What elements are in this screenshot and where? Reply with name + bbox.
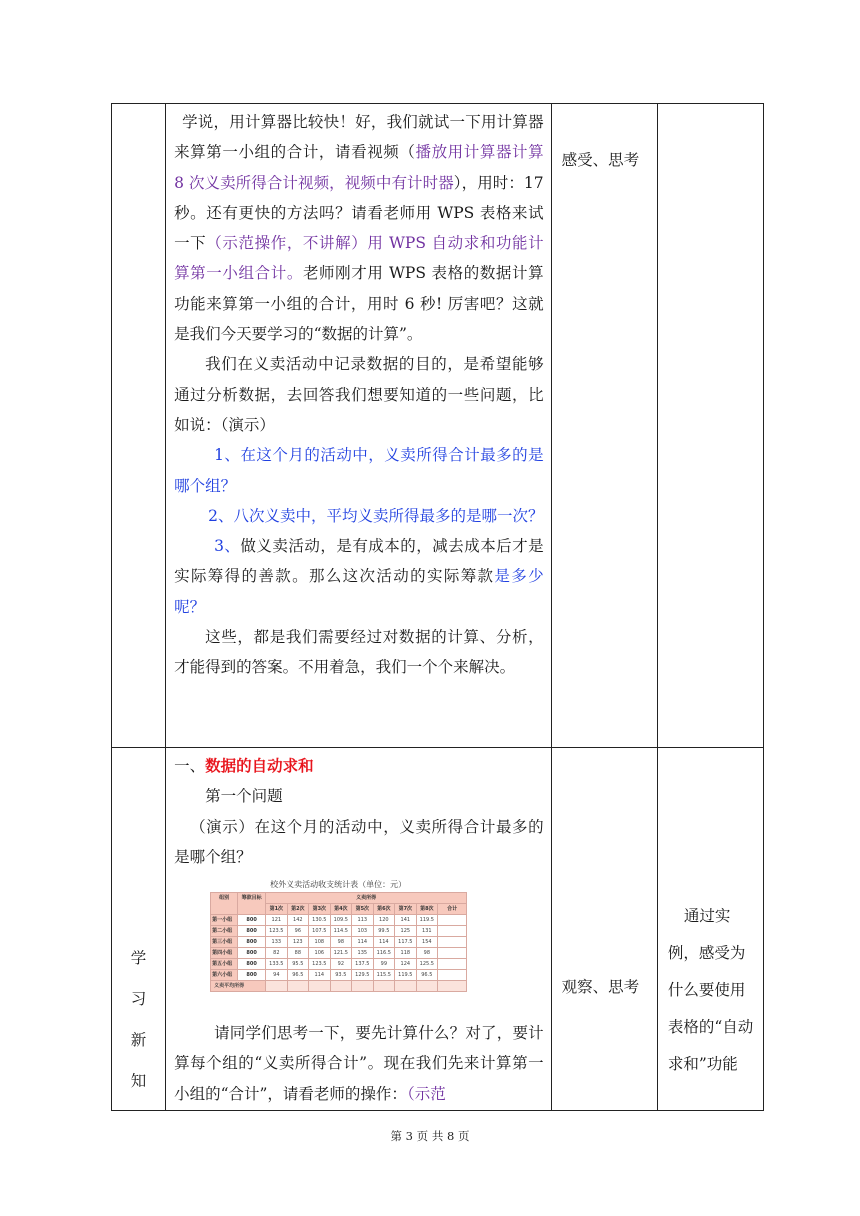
stage-label xyxy=(112,748,165,1102)
spreadsheet-title: 校外义卖活动收支统计表（单位：元） xyxy=(270,880,407,890)
sales-value: 123 xyxy=(287,937,309,948)
student-activity-cell xyxy=(551,748,657,1111)
sales-value: 116.5 xyxy=(373,948,395,959)
table-row xyxy=(211,915,467,926)
average-cell xyxy=(287,981,309,992)
text-run: 请同学们思考一下，要先计算什么？对了，要计算每个组的“义卖所得合计”。现在我们先来计算第一小组的“合计”，请看老师的操作： xyxy=(174,1024,544,1103)
group-label: 第二小组 xyxy=(211,926,238,937)
after-table-text xyxy=(166,1018,551,1109)
spreadsheet-image xyxy=(210,877,466,1012)
group-label: 第六小组 xyxy=(211,970,238,981)
design-intent-cell xyxy=(657,104,763,748)
table-row xyxy=(112,104,764,748)
sales-value: 119.5 xyxy=(416,915,438,926)
sales-value: 114 xyxy=(373,937,395,948)
paragraph xyxy=(174,501,544,531)
table-row xyxy=(211,970,467,981)
design-intent: 通过实例，感受为什么要使用表格的“自动求和”功能 xyxy=(667,907,754,1073)
col-header-time: 第6次 xyxy=(373,904,395,915)
sales-value: 95.5 xyxy=(287,959,309,970)
average-cell xyxy=(330,981,352,992)
average-label: 义卖平均所得 xyxy=(211,981,266,992)
sales-value: 106 xyxy=(309,948,331,959)
text-run: 学说，用计算器比较快！好，我们就试一下用计算器来算第一小组的合计，请看视频（ xyxy=(174,113,544,162)
text-run: 2、八次义卖中， xyxy=(208,506,327,525)
student-activity: 感受、思考 xyxy=(561,151,640,169)
sales-value: 96 xyxy=(287,926,309,937)
sales-value: 154 xyxy=(416,937,438,948)
text-run: 做义卖活动，是有成本的，减去成本后才是实际筹得的善款。那么这次活动的实际筹款 xyxy=(174,537,544,586)
text-run: 平均义卖所得最多的是哪一次？ xyxy=(326,506,544,525)
stage-char: 新 xyxy=(130,1031,147,1049)
design-intent-cell xyxy=(657,748,763,1111)
total-cell xyxy=(438,948,467,959)
average-cell xyxy=(416,981,438,992)
sales-value: 125.5 xyxy=(416,959,438,970)
paragraph xyxy=(174,107,544,349)
sales-value: 124 xyxy=(395,959,417,970)
budget-value: 800 xyxy=(238,959,266,970)
sales-value: 96.5 xyxy=(416,970,438,981)
sales-value: 103 xyxy=(352,926,374,937)
sales-value: 88 xyxy=(287,948,309,959)
sales-value: 113 xyxy=(352,915,374,926)
sales-value: 135 xyxy=(352,948,374,959)
sales-value: 123.5 xyxy=(309,959,331,970)
paragraph xyxy=(174,1018,544,1109)
sales-value: 121 xyxy=(266,915,288,926)
text-run: 义卖所得合计最多的是哪个组？ xyxy=(174,446,544,495)
sales-value: 96.5 xyxy=(287,970,309,981)
table-row xyxy=(211,948,467,959)
paragraph xyxy=(174,440,544,501)
col-header-time: 第1次 xyxy=(266,904,288,915)
sales-value: 117.5 xyxy=(395,937,417,948)
sales-value: 131 xyxy=(416,926,438,937)
stage-char: 习 xyxy=(130,990,147,1008)
sales-value: 133 xyxy=(266,937,288,948)
average-cell xyxy=(266,981,288,992)
group-label: 第五小组 xyxy=(211,959,238,970)
sales-value: 137.5 xyxy=(352,959,374,970)
budget-value: 800 xyxy=(238,926,266,937)
page-footer: 第 3 页 共 8 页 xyxy=(390,1129,470,1143)
teacher-activity-cell xyxy=(166,104,552,748)
sales-value: 142 xyxy=(287,915,309,926)
text-run: ），用时：17 秒。还有更快的方法吗？请看老师用 WPS 表格来试一下 xyxy=(174,173,544,253)
sales-value: 107.5 xyxy=(309,926,331,937)
sales-value: 92 xyxy=(330,959,352,970)
budget-value: 800 xyxy=(238,915,266,926)
sales-value: 99 xyxy=(373,959,395,970)
sales-value: 114 xyxy=(309,970,331,981)
paragraph xyxy=(174,622,544,683)
table-row xyxy=(211,926,467,937)
col-header-time: 第5次 xyxy=(352,904,374,915)
sales-value: 108 xyxy=(309,937,331,948)
total-cell xyxy=(438,915,467,926)
sales-value: 114 xyxy=(352,937,374,948)
group-label: 第三小组 xyxy=(211,937,238,948)
col-header-budget: 筹款目标 xyxy=(238,893,266,915)
stage-char: 知 xyxy=(130,1072,147,1090)
total-cell xyxy=(438,959,467,970)
col-header-sales: 义卖所得 xyxy=(266,893,467,904)
text-run: （示范操作，不讲解）用 WPS 自动求和功能计算第一小组合计。 xyxy=(174,234,544,283)
sales-value: 119.5 xyxy=(395,970,417,981)
paragraph xyxy=(174,349,544,440)
paragraph xyxy=(174,531,544,622)
average-cell xyxy=(352,981,374,992)
sales-value: 115.5 xyxy=(373,970,395,981)
sales-value: 133.5 xyxy=(266,959,288,970)
table-row xyxy=(211,937,467,948)
table-row xyxy=(211,959,467,970)
sales-value: 98 xyxy=(416,948,438,959)
section-content xyxy=(166,748,551,872)
text-run: 1、在这个月的活动中， xyxy=(214,446,385,465)
spreadsheet-table xyxy=(210,892,467,992)
sales-value: 129.5 xyxy=(352,970,374,981)
col-header-group: 组别 xyxy=(211,893,238,915)
group-label: 第四小组 xyxy=(211,948,238,959)
group-label: 第一小组 xyxy=(211,915,238,926)
sales-value: 82 xyxy=(266,948,288,959)
sales-value: 109.5 xyxy=(330,915,352,926)
stage-cell xyxy=(112,104,166,748)
total-cell xyxy=(438,937,467,948)
table-row xyxy=(112,748,764,1111)
col-header-time: 第4次 xyxy=(330,904,352,915)
teacher-activity-text xyxy=(166,104,551,683)
lesson-plan-table xyxy=(111,103,764,1111)
col-header-time: 第7次 xyxy=(395,904,417,915)
stage-char: 学 xyxy=(130,949,147,967)
sales-value: 98 xyxy=(330,937,352,948)
sales-value: 121.5 xyxy=(330,948,352,959)
text-run: 这些，都是我们需要经过对数据的计算、分析，才能得到的答案。不用着急，我们一个个来解决。 xyxy=(174,628,544,677)
col-header-time: 第2次 xyxy=(287,904,309,915)
stage-cell xyxy=(112,748,166,1111)
average-cell xyxy=(438,981,467,992)
sales-value: 114.5 xyxy=(330,926,352,937)
text-run: 3、 xyxy=(214,537,241,556)
sales-value: 120 xyxy=(373,915,395,926)
sub-heading: 第一个问题 xyxy=(205,787,283,806)
text-run: 播放用计算器计算 8 次义卖所得合计视频，视频中有计时器 xyxy=(174,143,544,192)
question-text: （演示）在这个月的活动中，义卖所得合计最多的是哪个组？ xyxy=(174,817,544,866)
teacher-activity-cell xyxy=(166,748,552,1111)
sales-value: 130.5 xyxy=(309,915,331,926)
text-run: （示范 xyxy=(406,1084,446,1103)
sales-value: 93.5 xyxy=(330,970,352,981)
sales-value: 118 xyxy=(395,948,417,959)
budget-value: 800 xyxy=(238,948,266,959)
sales-value: 99.5 xyxy=(373,926,395,937)
col-header-total: 合计 xyxy=(438,904,467,915)
total-cell xyxy=(438,970,467,981)
text-run: 老师刚才用 WPS 表格的数据计算功能来算第一小组的合计，用时 6 秒! 厉害吧？这就是我们今天要学习的“数据的计算”。 xyxy=(174,264,544,344)
table-row xyxy=(211,981,467,992)
average-cell xyxy=(309,981,331,992)
budget-value: 800 xyxy=(238,970,266,981)
sales-value: 123.5 xyxy=(266,926,288,937)
student-activity: 观察、思考 xyxy=(561,978,640,996)
budget-value: 800 xyxy=(238,937,266,948)
col-header-time: 第8次 xyxy=(416,904,438,915)
text-run: 我们在义卖活动中记录数据的目的，是希望能够通过分析数据，去回答我们想要知道的一些问题，比如说：（演示） xyxy=(174,355,544,434)
sales-value: 125 xyxy=(395,926,417,937)
total-cell xyxy=(438,926,467,937)
sales-value: 141 xyxy=(395,915,417,926)
text-run: 是多少呢？ xyxy=(174,567,544,616)
average-cell xyxy=(373,981,395,992)
col-header-time: 第3次 xyxy=(309,904,331,915)
average-cell xyxy=(395,981,417,992)
section-heading-title: 数据的自动求和 xyxy=(205,756,314,775)
section-heading: 一、数据的自动求和 xyxy=(174,756,314,775)
student-activity-cell xyxy=(551,104,657,748)
sales-value: 94 xyxy=(266,970,288,981)
